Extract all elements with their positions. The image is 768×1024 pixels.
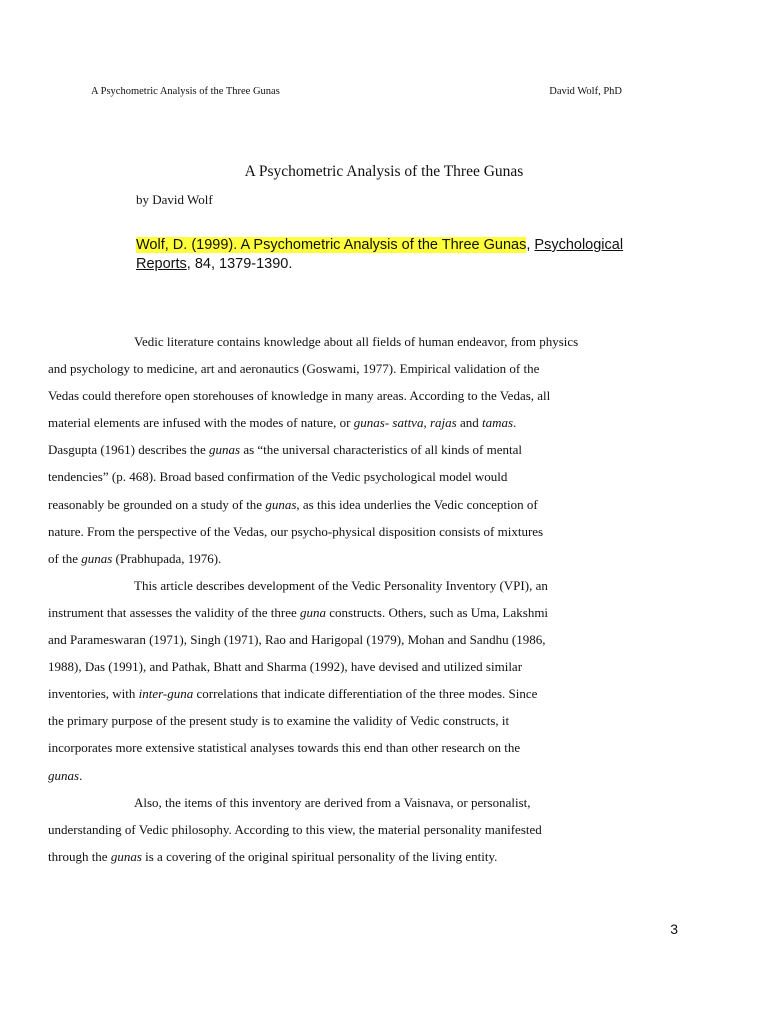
italic-term: gunas [110,848,142,864]
text-line: incorporates more extensive statistical analyses towards this end than other research on the [48,740,521,756]
italic-term: gunas [48,767,80,783]
text-line [48,415,516,430]
text-line: and psychology to medicine, art and aeronautics (Goswami, 1977). Empirical validation of the [48,361,540,377]
text-line [48,442,522,457]
paragraph [48,572,681,789]
text-line: Also, the items of this inventory are derived from a Vaisnava, or personalist, [134,794,531,810]
text-run: . [79,767,83,783]
journal-name-part1: Psychological [534,237,624,253]
italic-term: tamas [481,415,514,431]
text-run: correlations that indicate differentiation of the three modes. Since [193,686,538,702]
text-line: nature. From the perspective of the Vedas, our psycho-physical disposition consists of mixtures [48,523,544,539]
italic-term: gunas [209,442,241,458]
text-line: tendencies” (p. 468). Broad based confirmation of the Vedic psychological model would [48,469,508,485]
text-line: Vedic literature contains knowledge about all fields of human endeavor, from physics [134,334,579,349]
text-line [48,686,537,701]
text-run: of the [48,550,82,566]
text-line: understanding of Vedic philosophy. According to this view, the material personality manifested [48,821,542,837]
text-line [48,768,82,783]
header-author: David Wolf, PhD [549,86,622,97]
text-line: the primary purpose of the present study is to examine the validity of Vedic constructs, it [48,713,510,729]
text-run: Dasgupta (1961) describes the [48,442,210,458]
text-line [48,849,497,864]
italic-term: gunas- sattva [353,415,424,431]
journal-name-part2: Reports [136,256,187,272]
citation [136,236,696,274]
highlighted-citation: Wolf, D. (1999). A Psychometric Analysis of the Three Gunas [136,237,527,253]
text-run: material elements are infused with the modes of nature, or [48,415,354,431]
page-number: 3 [670,921,678,937]
text-run: , as this idea underlies the Vedic conception of [296,496,538,512]
text-run: (Prabhupada, 1976). [112,550,222,566]
text-line: This article describes development of the Vedic Personality Inventory (VPI), an [134,577,548,593]
text-run: constructs. Others, such as Uma, Lakshmi [326,604,549,620]
text-run: . [513,415,517,431]
citation-comma: , [526,237,535,253]
running-header [91,86,622,98]
text-run: instrument that assesses the validity of the three [48,604,300,620]
text-line: Vedas could therefore open storehouses of knowledge in many areas. According to the Vedas, all [48,388,551,404]
header-title: A Psychometric Analysis of the Three Gunas [91,86,280,97]
italic-term: rajas [429,415,457,431]
italic-term: inter-guna [138,686,194,702]
body-text [48,328,681,870]
text-run: , [423,415,430,431]
text-line [48,605,548,620]
text-run: inventories, with [48,686,139,702]
byline: by David Wolf [136,192,213,207]
text-run: as “the universal characteristics of all kinds of mental [240,442,523,458]
paragraph [48,328,681,572]
article-title: A Psychometric Analysis of the Three Gunas [244,163,524,180]
italic-term: gunas [265,496,297,512]
text-line [48,497,538,512]
citation-volume-pages: , 84, 1379-1390. [186,256,293,272]
italic-term: gunas [81,550,113,566]
text-run: through the [48,848,111,864]
paragraph [48,789,681,870]
text-run: reasonably be grounded on a study of the [48,496,266,512]
text-line [48,551,221,566]
text-run: and [456,415,482,431]
italic-term: guna [300,604,326,620]
text-run: is a covering of the original spiritual personality of the living entity. [141,848,498,864]
text-line: 1988), Das (1991), and Pathak, Bhatt and Sharma (1992), have devised and utilized similar [48,659,523,675]
text-line: and Parameswaran (1971), Singh (1971), Rao and Harigopal (1979), Mohan and Sandhu (1986, [48,632,546,648]
